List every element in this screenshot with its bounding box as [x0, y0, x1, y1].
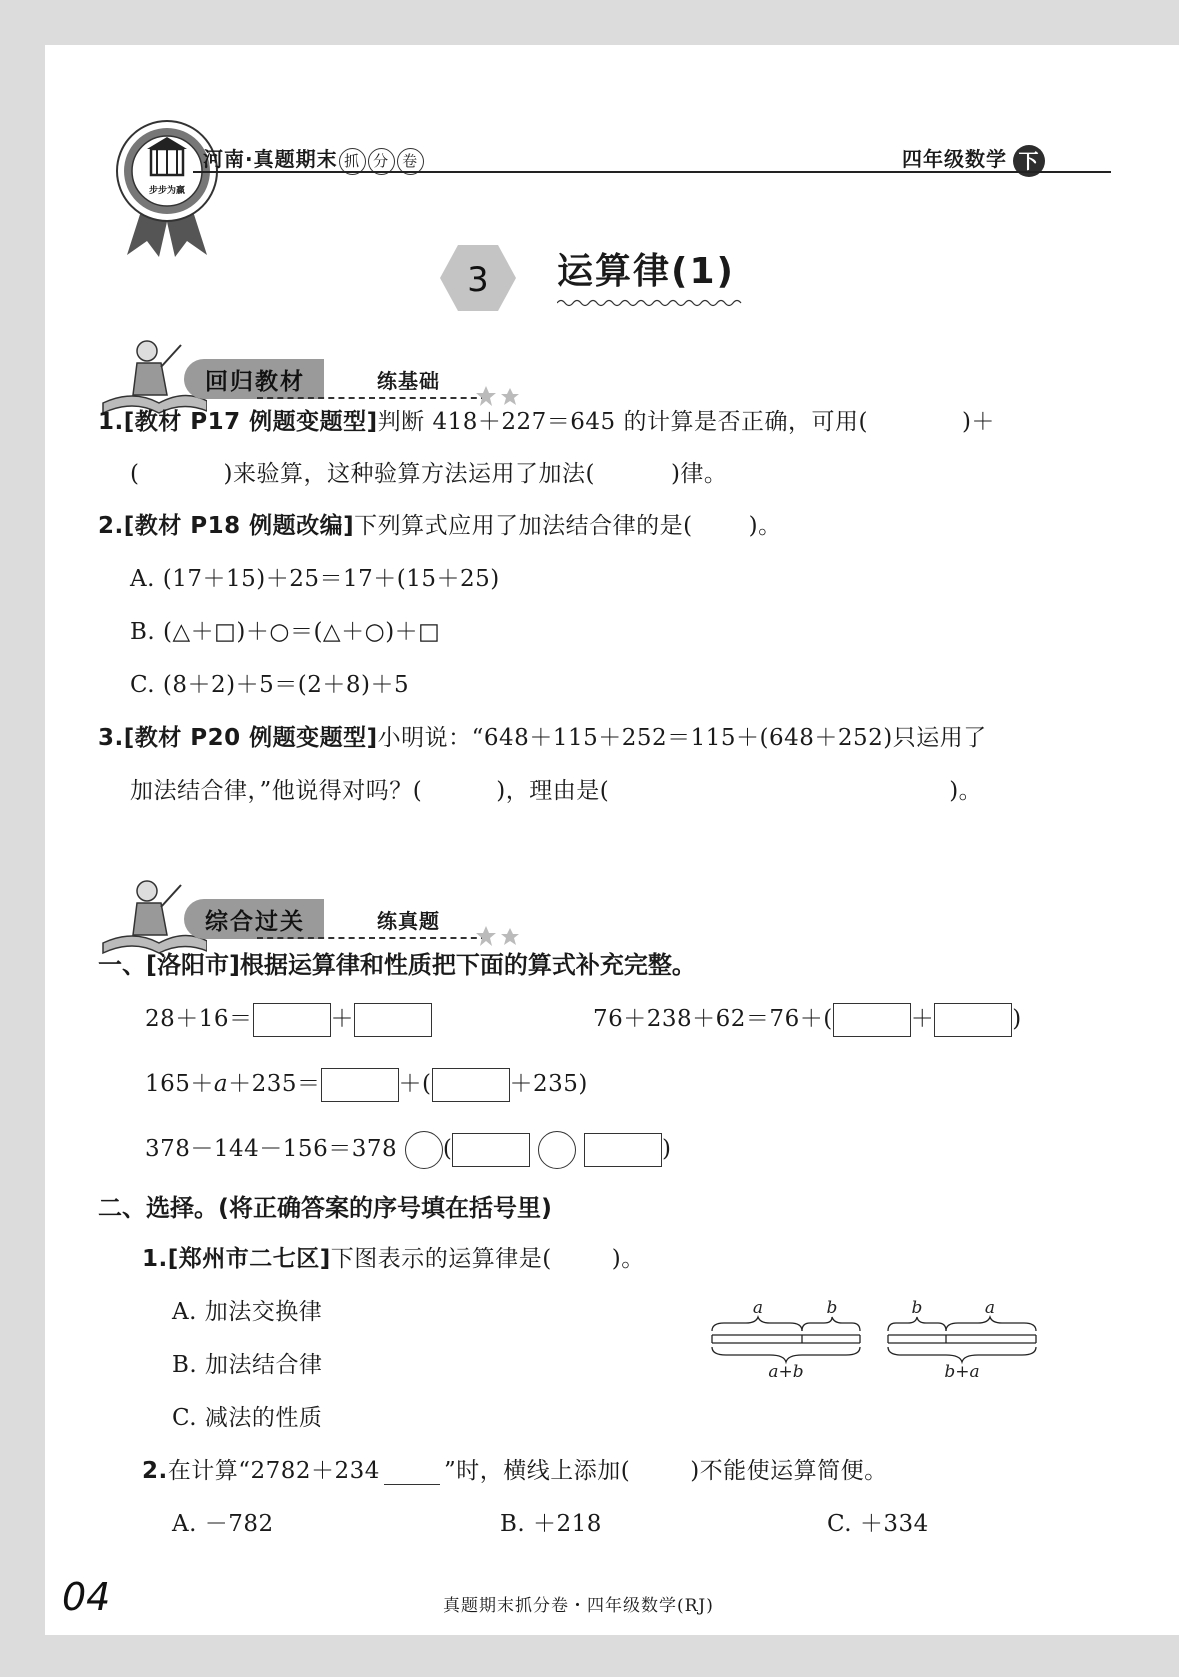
- question-1-line-2: [130, 455, 727, 488]
- diagram-label-sum: a+b: [768, 1362, 804, 1377]
- commutative-brace-diagram: [710, 1297, 1110, 1377]
- equation-text: 165＋: [145, 1071, 214, 1097]
- section-tag: 回归教材: [205, 369, 305, 395]
- section-dashed-rule: [257, 397, 487, 399]
- equation-text: 28＋16＝: [145, 1006, 253, 1032]
- diagram-label-b: b: [911, 1298, 923, 1318]
- question-text: 在计算“2782＋234: [167, 1458, 380, 1484]
- part-2-heading: 二、选择。(将正确答案的序号填在括号里): [98, 1194, 552, 1222]
- header-rule: [193, 171, 1111, 173]
- equation-text: ＋235＝: [228, 1071, 321, 1097]
- question-source: [教材 P18 例题改编]: [123, 513, 355, 539]
- equation-text: ＋: [910, 1006, 935, 1032]
- question-1-line-1: [98, 403, 995, 436]
- header-circle-char: 分: [368, 148, 395, 175]
- answer-box[interactable]: [432, 1068, 510, 1102]
- volume-badge: 下: [1013, 145, 1045, 177]
- equation-2: [593, 1000, 1022, 1037]
- answer-box[interactable]: [321, 1068, 399, 1102]
- answer-box[interactable]: [833, 1003, 911, 1037]
- stars-icon: [475, 925, 525, 947]
- equation-text: (: [442, 1136, 453, 1162]
- diagram-label-sum: b+a: [944, 1362, 980, 1377]
- choice-question-1: [142, 1240, 645, 1273]
- choice-question-2: [142, 1452, 888, 1485]
- header-prefix: 河南·真题期末: [203, 147, 338, 171]
- operator-circle[interactable]: [405, 1131, 443, 1169]
- question-text: )，理由是(: [496, 778, 610, 804]
- option-a: A. (17＋15)＋25＝17＋(15＋25): [130, 566, 500, 592]
- diagram-label-a: a: [752, 1298, 764, 1318]
- question-source: [教材 P17 例题变题型]: [123, 409, 378, 435]
- svg-text:3: 3: [467, 260, 489, 300]
- equation-4: [145, 1130, 672, 1169]
- question-source: [教材 P20 例题变题型]: [123, 725, 378, 751]
- equation-text: ): [1012, 1006, 1022, 1032]
- question-text: 加法结合律，”他说得对吗？(: [130, 778, 423, 804]
- svg-text:步步为赢: 步步为赢: [148, 186, 186, 196]
- answer-box[interactable]: [934, 1003, 1012, 1037]
- equation-text: ＋(: [398, 1071, 432, 1097]
- worksheet-page: [45, 45, 1179, 1635]
- question-text: (: [130, 461, 140, 487]
- question-3-line-1: [98, 719, 987, 752]
- choice-1-option-c: C. 减法的性质: [172, 1405, 323, 1431]
- question-text: 判断 418＋227＝645 的计算是否正确，可用(: [377, 409, 868, 435]
- lesson-number-hexagon-icon: [438, 243, 518, 313]
- question-number: 1.: [98, 409, 124, 435]
- header-circle-char: 卷: [397, 148, 424, 175]
- equation-text: 378－144－156＝378: [145, 1136, 398, 1162]
- part-1-heading: 一、[洛阳市]根据运算律和性质把下面的算式补充完整。: [98, 951, 696, 979]
- question-text: 下图表示的运算律是(: [330, 1246, 552, 1272]
- choice-1-option-a: A. 加法交换律: [172, 1299, 323, 1325]
- diagram-label-b: b: [826, 1298, 838, 1318]
- operator-circle[interactable]: [538, 1131, 576, 1169]
- question-text: )。: [748, 513, 782, 539]
- question-text: )来验算，这种验算方法运用了加法(: [223, 461, 595, 487]
- option-b: B. (△＋□)＋○＝(△＋○)＋□: [130, 619, 441, 645]
- equation-1: [145, 1000, 432, 1037]
- header-grade-text: 四年级数学: [902, 147, 1007, 171]
- answer-underline[interactable]: [384, 1462, 440, 1485]
- question-text: )＋: [961, 409, 995, 435]
- question-text: ”时，横线上添加(: [443, 1458, 631, 1484]
- choice-2-option-b: B. ＋218: [500, 1511, 602, 1537]
- choice-1-option-b: B. 加法结合律: [172, 1352, 323, 1378]
- section-subtitle: 练真题: [377, 909, 440, 933]
- header-circle-char: 抓: [339, 148, 366, 175]
- footer-text: 真题期末抓分卷・四年级数学(RJ): [443, 1596, 714, 1616]
- section-dashed-rule: [257, 937, 487, 939]
- lesson-title: 运算律(1): [557, 251, 735, 292]
- question-text: )。: [611, 1246, 645, 1272]
- page-number: 04: [62, 1575, 111, 1619]
- equation-3: [145, 1065, 588, 1102]
- question-number: 3.: [98, 725, 124, 751]
- answer-box[interactable]: [452, 1133, 530, 1167]
- equation-text: ): [662, 1136, 672, 1162]
- section-tag: 综合过关: [205, 909, 305, 935]
- question-2: [98, 507, 782, 540]
- question-text: )不能使运算简便。: [690, 1458, 888, 1484]
- answer-box[interactable]: [584, 1133, 662, 1167]
- question-text: )。: [949, 778, 983, 804]
- question-text: 小明说：“648＋115＋252＝115＋(648＋252)只运用了: [377, 725, 987, 751]
- question-number: 2.: [98, 513, 124, 539]
- question-source: [郑州市二七区]: [167, 1246, 331, 1272]
- question-3-line-2: [130, 772, 982, 805]
- question-number: 2.: [142, 1458, 168, 1484]
- section-subtitle: 练基础: [377, 369, 440, 393]
- title-wavy-underline: [557, 297, 743, 309]
- choice-2-option-a: A. －782: [172, 1511, 274, 1537]
- equation-text: ＋235): [509, 1071, 588, 1097]
- equation-text: 76＋238＋62＝76＋(: [593, 1006, 833, 1032]
- question-text: )律。: [670, 461, 728, 487]
- option-c: C. (8＋2)＋5＝(2＋8)＋5: [130, 672, 410, 698]
- choice-2-option-c: C. ＋334: [827, 1511, 929, 1537]
- question-text: 下列算式应用了加法结合律的是(: [354, 513, 693, 539]
- answer-box[interactable]: [253, 1003, 331, 1037]
- question-number: 1.: [142, 1246, 168, 1272]
- seal-logo-icon: [113, 117, 221, 257]
- equation-text: ＋: [330, 1006, 355, 1032]
- variable-a: a: [213, 1071, 229, 1097]
- answer-box[interactable]: [354, 1003, 432, 1037]
- diagram-label-a: a: [984, 1298, 996, 1318]
